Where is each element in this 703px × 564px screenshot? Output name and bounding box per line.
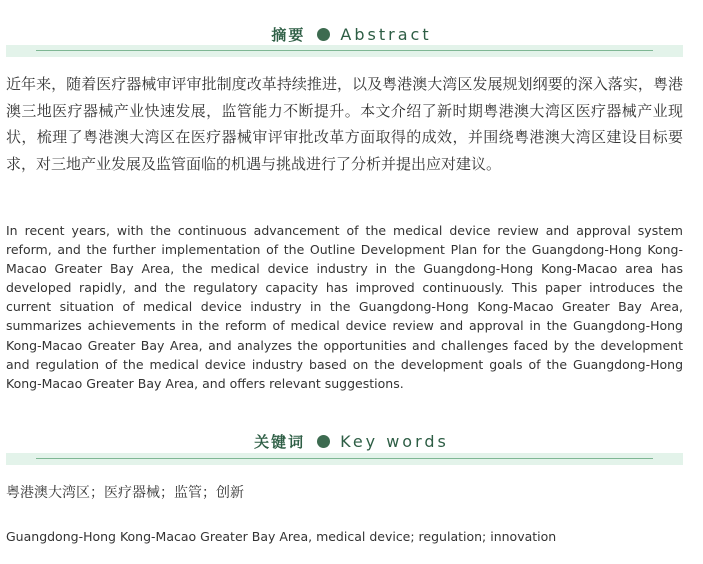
- abstract-divider-line: [36, 50, 653, 51]
- keywords-text-en: Guangdong-Hong Kong-Macao Greater Bay Area, medical device; regulation; innovation: [6, 529, 557, 544]
- abstract-heading-en: Abstract: [340, 25, 432, 44]
- keywords-heading: [0, 431, 703, 452]
- abstract-text-zh: 近年来，随着医疗器械审评审批制度改革持续推进，以及粤港澳大湾区发展规划纲要的深入落实，粤港澳三地医疗器械产业快速发展，监管能力不断提升。本文介绍了新时期粤港澳大湾区医疗器械产业现状，梳理了粤港澳大湾区在医疗器械审评审批改革方面取得的成效，并围绕粤港澳大湾区建设目标要求，对三地产业发展及监管面临的机遇与挑战进行了分析并提出应对建议。: [6, 75, 683, 173]
- keywords-divider-band: [6, 453, 683, 465]
- keywords-heading-zh: 关键词: [254, 433, 306, 451]
- abstract-text-en: In recent years, with the continuous advancement of the medical device review and approval system reform, and the further implementation of the Outline Development Plan for the Guangdong-Hong Kong-Macao Greater Bay Area, the medical device industry in the Guangdong-Hong Kong-Macao area has developed rapidly, and the regulatory capacity has improved continuously. This paper introduces the current situation of medical device industry in the Guangdong-Hong Kong-Macao Greater Bay Area, summarizes achievements in the reform of medical device review and approval in the Guangdong-Hong Kong-Macao Greater Bay Area, and analyzes the opportunities and challenges faced by the development and regulation of the medical device industry based on the development goals of the Guangdong-Hong Kong-Macao Greater Bay Area, and offers relevant suggestions.: [6, 223, 683, 391]
- abstract-divider-band: [6, 45, 683, 57]
- abstract-heading: [0, 24, 703, 45]
- bullet-dot-icon: [317, 435, 330, 448]
- keywords-heading-en: Key words: [340, 432, 449, 451]
- keywords-text-zh: 粤港澳大湾区；医疗器械；监管；创新: [6, 485, 244, 501]
- keywords-divider-line: [36, 458, 653, 459]
- abstract-heading-zh: 摘要: [271, 26, 306, 44]
- bullet-dot-icon: [317, 28, 330, 41]
